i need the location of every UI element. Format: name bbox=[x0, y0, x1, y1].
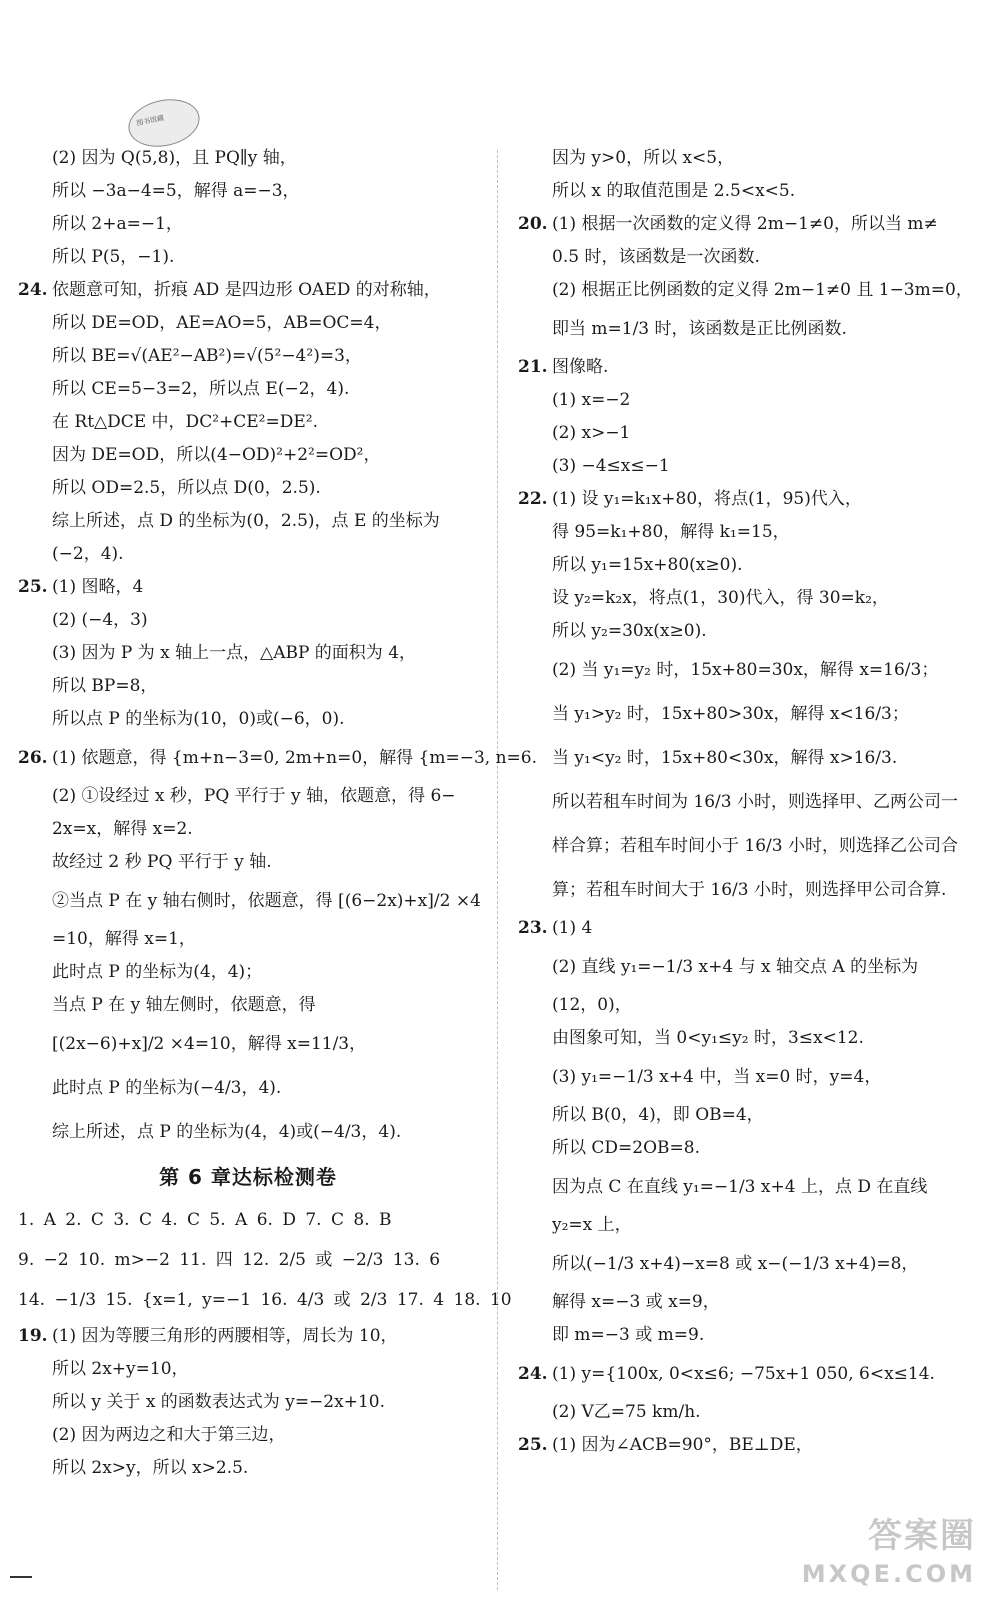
answer-text: 因为 y>0，所以 x<5， bbox=[552, 148, 735, 168]
answer-text: 因为 DE=OD，所以(4−OD)²+2²=OD²， bbox=[52, 445, 381, 465]
answer-line bbox=[518, 989, 978, 1022]
answer-line bbox=[18, 142, 478, 175]
answer-text: 图像略. bbox=[552, 357, 609, 377]
answer-line bbox=[18, 956, 478, 989]
answer-text: 所以 BP=8， bbox=[52, 676, 158, 696]
answer-text: 当点 P 在 y 轴左侧时，依题意，得 bbox=[52, 995, 316, 1015]
answer-text: (−2，4). bbox=[52, 544, 124, 564]
answer-text: (1) 根据一次函数的定义得 2m−1≠0，所以当 m≠ bbox=[552, 214, 938, 234]
answer-line bbox=[18, 736, 537, 780]
answer-text: 所以 2+a=−1， bbox=[52, 214, 183, 234]
answer-line bbox=[18, 780, 478, 813]
answer-line bbox=[18, 989, 478, 1022]
answer-line bbox=[518, 1242, 978, 1286]
answer-line bbox=[18, 1022, 478, 1066]
answer-text: (1) 因为等腰三角形的两腰相等，周长为 10， bbox=[52, 1326, 398, 1346]
answer-line bbox=[518, 868, 978, 912]
right-column bbox=[518, 142, 978, 1462]
answer-text: (2) x>−1 bbox=[552, 423, 631, 443]
answer-text: 所以 y₂=30x(x≥0). bbox=[552, 621, 707, 641]
answer-line bbox=[18, 241, 478, 274]
answer-text: 所以 CD=2OB=8. bbox=[552, 1138, 700, 1158]
question-number: 26. bbox=[18, 748, 48, 768]
answer-line bbox=[18, 879, 481, 923]
answer-text: 当 y₁>y₂ 时，15x+80>30x，解得 x<16/3； bbox=[552, 704, 909, 724]
watermark-logo-text: 答案圈 bbox=[868, 1516, 976, 1556]
answer-text: 解得 x=−3 或 x=9， bbox=[552, 1292, 720, 1312]
answer-line bbox=[18, 274, 478, 307]
answer-text: 所以若租车时间为 16/3 小时，则选择甲、乙两公司一 bbox=[552, 792, 958, 812]
library-stamp: 图书馆藏 bbox=[124, 93, 204, 153]
question-number: 25. bbox=[18, 577, 48, 597]
watermark-url: MXQE.COM bbox=[801, 1560, 976, 1588]
quick-answer-row: 9. −2 10. m>−2 11. 四 12. 2/5 或 −2/3 13. 6 bbox=[18, 1250, 441, 1270]
answer-text: (3) −4≤x≤−1 bbox=[552, 456, 670, 476]
answer-line bbox=[18, 571, 478, 604]
answer-line bbox=[518, 780, 978, 824]
answer-text: 由图象可知，当 0<y₁≤y₂ 时，3≤x<12. bbox=[552, 1028, 864, 1048]
answer-text: 所以 BE=√(AE²−AB²)=√(5²−4²)=3， bbox=[52, 346, 362, 366]
question-number: 21. bbox=[518, 357, 548, 377]
answer-text: y₂=x 上， bbox=[552, 1215, 632, 1235]
answer-line bbox=[518, 1429, 978, 1462]
answer-text: (1) y={100x, 0<x≤6; −75x+1 050, 6<x≤14. bbox=[552, 1364, 935, 1384]
answer-line bbox=[518, 241, 978, 274]
answer-text: 所以 y₁=15x+80(x≥0). bbox=[552, 555, 743, 575]
answer-line bbox=[518, 175, 978, 208]
answer-text: (2) 因为两边之和大于第三边， bbox=[52, 1425, 286, 1445]
answer-line bbox=[518, 692, 978, 736]
answer-line bbox=[518, 274, 978, 307]
answer-line bbox=[518, 1099, 978, 1132]
answer-text: (2) 因为 Q(5,8)，且 PQ∥y 轴， bbox=[52, 148, 297, 168]
answer-line bbox=[18, 175, 478, 208]
answer-line bbox=[18, 1353, 478, 1386]
page-footer-mark bbox=[10, 1576, 32, 1578]
answer-text: (1) 图略，4 bbox=[52, 577, 144, 597]
answer-text: 即当 m=1/3 时，该函数是正比例函数. bbox=[552, 319, 847, 339]
chapter-heading: 第 6 章达标检测卷 bbox=[159, 1165, 337, 1189]
answer-text: 依题意可知，折痕 AD 是四边形 OAED 的对称轴， bbox=[52, 280, 441, 300]
site-watermark bbox=[801, 1508, 976, 1588]
answer-line bbox=[518, 208, 978, 241]
answer-text: (1) x=−2 bbox=[552, 390, 631, 410]
answer-text: (3) y₁=−1/3 x+4 中，当 x=0 时，y=4， bbox=[552, 1067, 882, 1087]
answer-text: 样合算；若租车时间小于 16/3 小时，则选择乙公司合 bbox=[552, 836, 958, 856]
answer-line bbox=[18, 923, 478, 956]
answer-line bbox=[18, 1452, 478, 1485]
answer-line bbox=[518, 648, 978, 692]
answer-line bbox=[518, 384, 978, 417]
answer-line bbox=[518, 1022, 978, 1055]
answer-line bbox=[18, 538, 478, 571]
answer-text: 所以 OD=2.5，所以点 D(0，2.5). bbox=[52, 478, 321, 498]
question-number: 22. bbox=[518, 489, 548, 509]
answer-line bbox=[18, 813, 478, 846]
answer-line bbox=[518, 417, 978, 450]
quick-answer-row: 1. A 2. C 3. C 4. C 5. A 6. D 7. C 8. B bbox=[18, 1210, 392, 1230]
answer-line bbox=[18, 307, 478, 340]
answer-line bbox=[518, 1165, 978, 1209]
question-number: 20. bbox=[518, 214, 548, 234]
answer-line bbox=[18, 1066, 478, 1110]
answer-text: 综上所述，点 P 的坐标为(4，4)或(−4/3，4). bbox=[52, 1122, 402, 1142]
answer-text: ②当点 P 在 y 轴右侧时，依题意，得 [(6−2x)+x]/2 ×4 bbox=[52, 891, 481, 911]
question-number: 24. bbox=[18, 280, 48, 300]
answer-text: 得 95=k₁+80，解得 k₁=15， bbox=[552, 522, 790, 542]
answer-text: (12，0)， bbox=[552, 995, 632, 1015]
answer-line bbox=[518, 1396, 978, 1429]
answer-line bbox=[518, 1352, 978, 1396]
answer-text: 当 y₁<y₂ 时，15x+80<30x，解得 x>16/3. bbox=[552, 748, 898, 768]
answer-text: (2) (−4，3) bbox=[52, 610, 148, 630]
answer-line bbox=[18, 1386, 478, 1419]
answer-text: 算；若租车时间大于 16/3 小时，则选择甲公司合算. bbox=[552, 880, 947, 900]
answer-text: 所以(−1/3 x+4)−x=8 或 x−(−1/3 x+4)=8， bbox=[552, 1254, 919, 1274]
answer-text: 设 y₂=k₂x，将点(1，30)代入，得 30=k₂， bbox=[552, 588, 889, 608]
quick-answer-row: 14. −1/3 15. {x=1, y=−1 16. 4/3 或 2/3 17. 4 18. 10 bbox=[18, 1290, 512, 1310]
answer-line bbox=[18, 1320, 478, 1353]
answer-text: 因为点 C 在直线 y₁=−1/3 x+4 上，点 D 在直线 bbox=[552, 1177, 928, 1197]
answer-line bbox=[518, 945, 978, 989]
answer-text: 在 Rt△DCE 中，DC²+CE²=DE². bbox=[52, 412, 318, 432]
answer-line bbox=[518, 351, 978, 384]
answer-text: 此时点 P 的坐标为(−4/3，4). bbox=[52, 1078, 282, 1098]
answer-text: 所以点 P 的坐标为(10，0)或(−6，0). bbox=[52, 709, 345, 729]
question-number: 24. bbox=[518, 1364, 548, 1384]
answer-text: 所以 2x>y，所以 x>2.5. bbox=[52, 1458, 249, 1478]
answer-text: 所以 CE=5−3=2，所以点 E(−2，4). bbox=[52, 379, 350, 399]
answer-line bbox=[18, 703, 478, 736]
answer-line bbox=[518, 736, 978, 780]
answer-line bbox=[518, 1209, 978, 1242]
answer-line bbox=[518, 615, 978, 648]
question-number: 23. bbox=[518, 918, 548, 938]
answer-line bbox=[18, 1110, 478, 1154]
answer-text: 所以 2x+y=10， bbox=[52, 1359, 189, 1379]
answer-text: 所以 −3a−4=5，解得 a=−3， bbox=[52, 181, 300, 201]
answer-line bbox=[518, 1319, 978, 1352]
answer-line bbox=[518, 450, 978, 483]
answer-line bbox=[18, 406, 478, 439]
question-number: 25. bbox=[518, 1435, 548, 1455]
answer-text: 0.5 时，该函数是一次函数. bbox=[552, 247, 760, 267]
answer-line bbox=[18, 208, 478, 241]
answer-text: 此时点 P 的坐标为(4，4)； bbox=[52, 962, 263, 982]
answer-text: (2) 根据正比例函数的定义得 2m−1≠0 且 1−3m=0， bbox=[552, 280, 973, 300]
answer-text: 所以 B(0，4)，即 OB=4， bbox=[552, 1105, 764, 1125]
answer-line bbox=[18, 846, 478, 879]
answer-line bbox=[18, 340, 478, 373]
answer-line bbox=[518, 1286, 978, 1319]
answer-text: 综上所述，点 D 的坐标为(0，2.5)，点 E 的坐标为 bbox=[52, 511, 440, 531]
answer-text: 所以 P(5，−1). bbox=[52, 247, 175, 267]
answer-line bbox=[18, 439, 478, 472]
answer-line bbox=[18, 472, 478, 505]
answer-line bbox=[518, 516, 978, 549]
answer-line bbox=[18, 670, 478, 703]
answer-text: (1) 因为∠ACB=90°，BE⊥DE， bbox=[552, 1435, 813, 1455]
answer-text: 故经过 2 秒 PQ 平行于 y 轴. bbox=[52, 852, 272, 872]
answer-line bbox=[18, 505, 478, 538]
answer-line bbox=[518, 1132, 978, 1165]
column-divider bbox=[497, 150, 499, 1590]
answer-line bbox=[18, 373, 478, 406]
answer-text: (2) V乙=75 km/h. bbox=[552, 1402, 701, 1422]
answer-text: 所以 x 的取值范围是 2.5<x<5. bbox=[552, 181, 796, 201]
answer-text: (2) 当 y₁=y₂ 时，15x+80=30x，解得 x=16/3； bbox=[552, 660, 939, 680]
answer-text: 所以 DE=OD，AE=AO=5，AB=OC=4， bbox=[52, 313, 392, 333]
answer-text: =10，解得 x=1， bbox=[52, 929, 196, 949]
answer-line bbox=[18, 637, 478, 670]
answer-line bbox=[518, 582, 978, 615]
answer-text: 2x=x，解得 x=2. bbox=[52, 819, 193, 839]
answer-text: (3) 因为 P 为 x 轴上一点，△ABP 的面积为 4， bbox=[52, 643, 417, 663]
answer-line bbox=[18, 604, 478, 637]
answer-line bbox=[518, 142, 978, 175]
question-number: 19. bbox=[18, 1326, 48, 1346]
answer-line bbox=[518, 549, 978, 582]
answer-line bbox=[518, 912, 978, 945]
answer-text: (2) 直线 y₁=−1/3 x+4 与 x 轴交点 A 的坐标为 bbox=[552, 957, 919, 977]
answer-line bbox=[18, 1419, 478, 1452]
answer-text: (1) 依题意，得 {m+n−3=0, 2m+n=0，解得 {m=−3, n=6. bbox=[52, 748, 537, 768]
answer-text: [(2x−6)+x]/2 ×4=10，解得 x=11/3， bbox=[52, 1034, 367, 1054]
answer-text: (1) 4 bbox=[552, 918, 593, 938]
answer-line bbox=[518, 824, 978, 868]
answer-text: 即 m=−3 或 m=9. bbox=[552, 1325, 705, 1345]
answer-line bbox=[518, 483, 978, 516]
answer-text: (2) ①设经过 x 秒，PQ 平行于 y 轴，依题意，得 6− bbox=[52, 786, 456, 806]
answer-text: (1) 设 y₁=k₁x+80，将点(1，95)代入， bbox=[552, 489, 862, 509]
answer-text: 所以 y 关于 x 的函数表达式为 y=−2x+10. bbox=[52, 1392, 385, 1412]
answer-line bbox=[518, 307, 978, 351]
answer-line bbox=[518, 1055, 978, 1099]
